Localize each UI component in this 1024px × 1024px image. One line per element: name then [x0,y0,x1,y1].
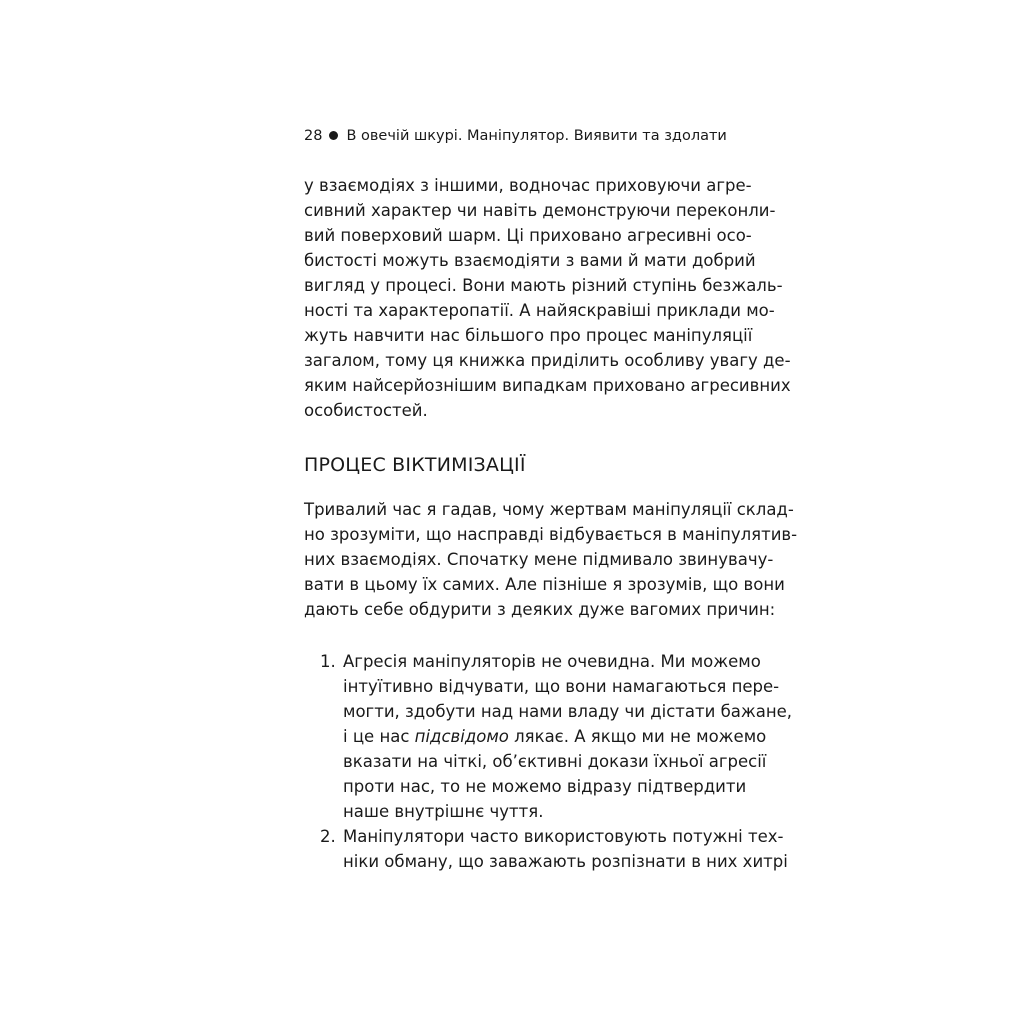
section-heading: ПРОЦЕС ВІКТИМІЗАЦІЇ [304,454,526,476]
text-line [343,724,767,749]
emphasis-text: підсвідомо [414,727,509,746]
list-number: 1. [320,652,336,671]
text-line: Агресія маніпуляторів не очевидна. Ми можемо [343,652,761,671]
text-run: і це нас [343,727,415,746]
book-page [304,0,798,1024]
text-line: особистостей. [304,401,428,420]
text-line: но зрозуміти, що насправді відбувається в маніпулятив- [304,525,798,544]
text-line: них взаємодіях. Спочатку мене підмивало звинувачу- [304,550,774,569]
paragraph-1 [304,173,791,423]
text-line: вати в цьому їх самих. Але пізніше я зрозумів, що вони [304,575,785,594]
text-run: лякає. А якщо ми не можемо [508,727,767,746]
text-line: жуть навчити нас більшого про процес маніпуляції [304,326,753,345]
text-line: наше внутрішнє чуття. [343,802,544,821]
text-line: яким найсерйознішим випадкам приховано агресивних [304,376,791,395]
text-line: проти нас, то не можемо відразу підтвердити [343,777,747,796]
text-line: вказати на чіткі, об’єктивні докази їхньої агресії [343,752,767,771]
text-line: інтуїтивно відчувати, що вони намагаються пере- [343,677,780,696]
text-line: могти, здобути над нами владу чи дістати бажане, [343,702,793,721]
text-line: ніки обману, що заважають розпізнати в них хитрі [343,852,788,871]
text-line: у взаємодіях з іншими, водночас приховуючи агре- [304,176,752,195]
text-line: вий поверховий шарм. Ці приховано агресивні осо- [304,226,752,245]
running-header [304,126,734,146]
list-item [304,649,793,824]
text-line: дають себе обдурити з деяких дуже вагомих причин: [304,600,776,619]
list-number: 2. [320,827,336,846]
numbered-list [304,649,793,874]
text-line: вигляд у процесі. Вони мають різний ступінь безжаль- [304,276,783,295]
page-number: 28 [304,128,323,144]
text-line: ності та характеропатії. А найяскравіші приклади мо- [304,301,775,320]
text-line: Тривалий час я гадав, чому жертвам маніпуляції склад- [304,500,794,519]
text-line: загалом, тому ця книжка приділить особливу увагу де- [304,351,791,370]
text-line: Маніпулятори часто використовують потужні тех- [343,827,784,846]
book-title: В овечій шкурі. Маніпулятор. Виявити та здолати [346,128,727,144]
bullet-icon [329,131,338,140]
list-item [304,824,788,874]
text-line: бистості можуть взаємодіяти з вами й мати добрий [304,251,756,270]
paragraph-2 [304,497,798,622]
text-line: сивний характер чи навіть демонструючи переконли- [304,201,776,220]
